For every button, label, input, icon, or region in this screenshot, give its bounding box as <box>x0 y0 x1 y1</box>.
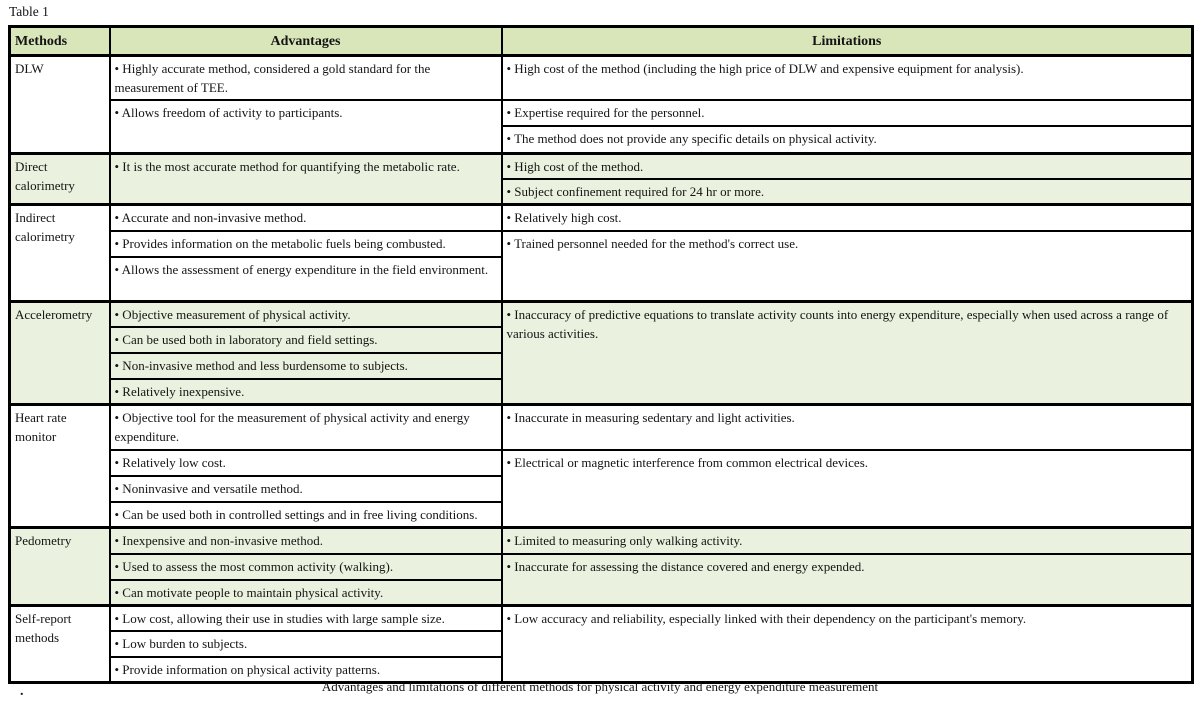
column-header-methods: Methods <box>10 27 110 56</box>
method-cell: Heart rate monitor <box>10 405 110 528</box>
stray-period: . <box>20 684 24 699</box>
advantage-cell: • Provide information on physical activity patterns. <box>110 657 502 683</box>
limitation-cell: • The method does not provide any specific details on physical activity. <box>502 126 1193 153</box>
table-caption: Advantages and limitations of different methods for physical activity and energy expenditure measurement <box>321 679 879 694</box>
advantage-cell: • Highly accurate method, considered a gold standard for the measurement of TEE. <box>110 56 502 101</box>
advantage-cell: • Can motivate people to maintain physical activity. <box>110 580 502 606</box>
advantage-cell: • Noninvasive and versatile method. <box>110 476 502 502</box>
advantage-cell: • Low cost, allowing their use in studies with large sample size. <box>110 605 502 631</box>
table-row <box>10 528 1193 554</box>
table-row <box>10 56 1193 101</box>
limitation-cell: • Low accuracy and reliability, especially linked with their dependency on the participant's memory. <box>502 605 1193 683</box>
advantage-cell: • Can be used both in laboratory and field settings. <box>110 327 502 353</box>
limitation-cell: • Relatively high cost. <box>502 205 1193 231</box>
table-row <box>10 153 1193 179</box>
advantage-cell: • Low burden to subjects. <box>110 631 502 657</box>
limitation-cell: • Trained personnel needed for the method's correct use. <box>502 231 1193 302</box>
table-row <box>10 554 1193 580</box>
method-cell: DLW <box>10 56 110 154</box>
advantage-cell: • Accurate and non-invasive method. <box>110 205 502 231</box>
advantage-cell: • Objective tool for the measurement of physical activity and energy expenditure. <box>110 405 502 450</box>
column-header-advantages: Advantages <box>110 27 502 56</box>
limitation-cell: • Inaccurate in measuring sedentary and light activities. <box>502 405 1193 450</box>
advantage-cell: • Non-invasive method and less burdensome to subjects. <box>110 353 502 379</box>
method-cell: Self-report methods <box>10 605 110 683</box>
limitation-cell: • Inaccuracy of predictive equations to translate activity counts into energy expenditure, especially when used across a range of various activities. <box>502 302 1193 405</box>
advantage-cell: • Objective measurement of physical activity. <box>110 302 502 328</box>
advantage-cell: • Can be used both in controlled settings and in free living conditions. <box>110 502 502 528</box>
limitation-cell: • Limited to measuring only walking activity. <box>502 528 1193 554</box>
limitation-cell: • High cost of the method (including the high price of DLW and expensive equipment for analysis). <box>502 56 1193 101</box>
table-row <box>10 605 1193 631</box>
advantage-cell: • Allows freedom of activity to participants. <box>110 100 502 153</box>
table-row <box>10 231 1193 257</box>
table-title: Table 1 <box>9 4 49 19</box>
advantage-cell: • Inexpensive and non-invasive method. <box>110 528 502 554</box>
advantage-cell: • Relatively low cost. <box>110 450 502 476</box>
table-row <box>10 405 1193 450</box>
advantage-cell: • Relatively inexpensive. <box>110 379 502 405</box>
table-body <box>10 56 1193 683</box>
table-row <box>10 100 1193 126</box>
limitation-cell: • Inaccurate for assessing the distance covered and energy expended. <box>502 554 1193 606</box>
method-cell: Accelerometry <box>10 302 110 405</box>
methods-table <box>8 25 1194 684</box>
limitation-cell: • Subject confinement required for 24 hr or more. <box>502 179 1193 205</box>
method-cell: Indirect calorimetry <box>10 205 110 302</box>
advantage-cell: • Used to assess the most common activity (walking). <box>110 554 502 580</box>
method-cell: Pedometry <box>10 528 110 606</box>
advantage-cell: • Allows the assessment of energy expenditure in the field environment. <box>110 257 502 302</box>
method-cell: Direct calorimetry <box>10 153 110 205</box>
table-row <box>10 302 1193 328</box>
limitation-cell: • High cost of the method. <box>502 153 1193 179</box>
table-row <box>10 205 1193 231</box>
advantage-cell: • Provides information on the metabolic fuels being combusted. <box>110 231 502 257</box>
table-row <box>10 450 1193 476</box>
limitation-cell: • Expertise required for the personnel. <box>502 100 1193 126</box>
limitation-cell: • Electrical or magnetic interference from common electrical devices. <box>502 450 1193 528</box>
advantage-cell: • It is the most accurate method for quantifying the metabolic rate. <box>110 153 502 205</box>
table-header-row <box>10 27 1193 56</box>
column-header-limitations: Limitations <box>502 27 1193 56</box>
